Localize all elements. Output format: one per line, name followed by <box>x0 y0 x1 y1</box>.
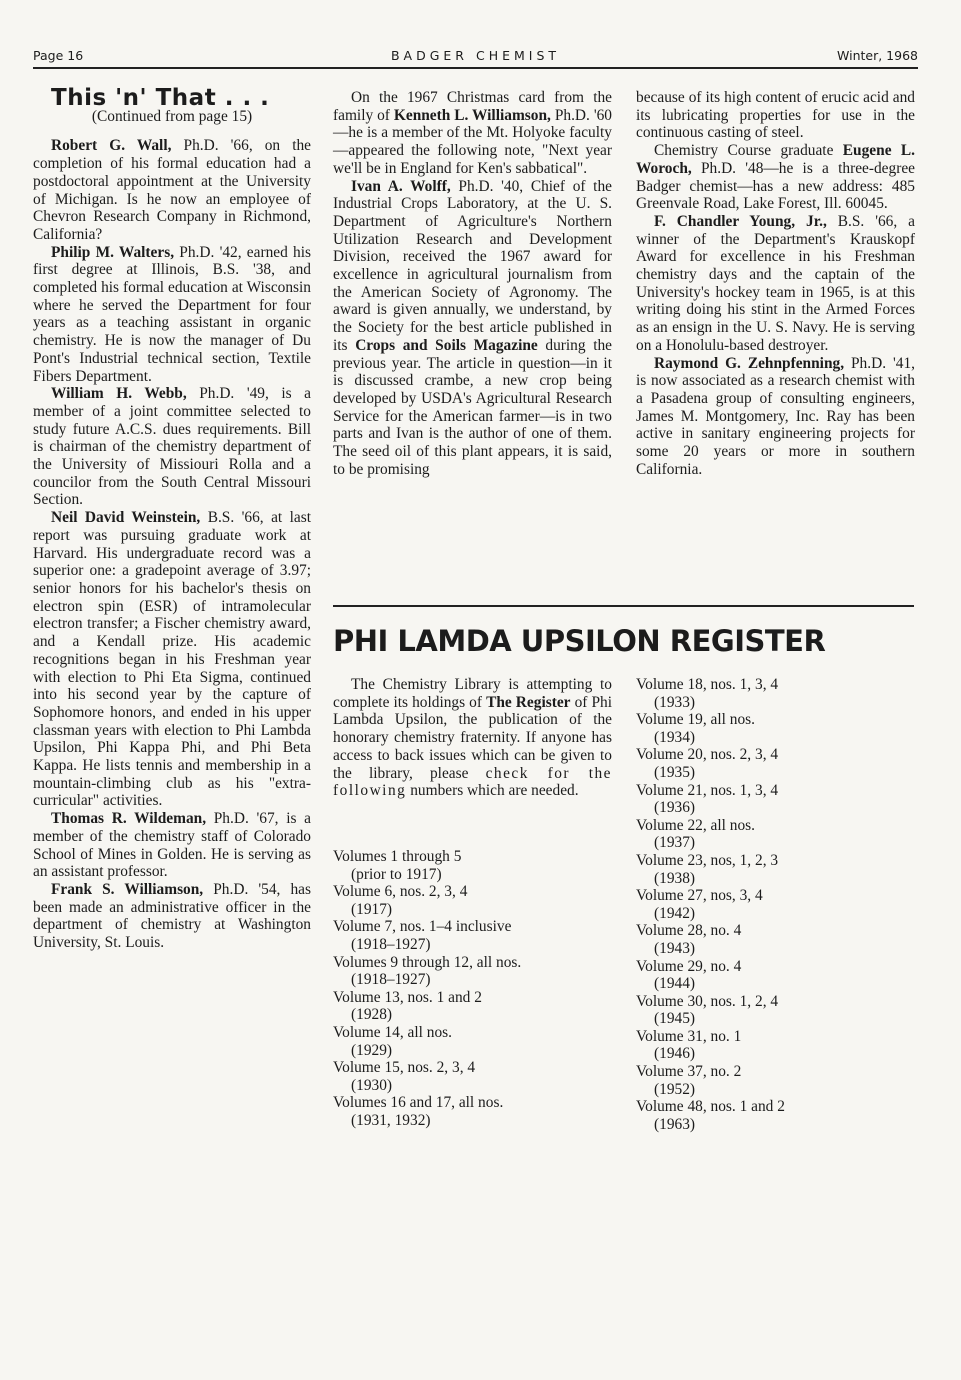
volume-entry <box>333 954 612 989</box>
continued-note: (Continued from page 15) <box>91 107 253 125</box>
volume-label: Volume 22, all nos. <box>636 816 755 834</box>
volume-entry <box>636 782 915 817</box>
volume-years: (1918–1927) <box>351 935 431 953</box>
volume-entry <box>636 676 915 711</box>
person-name: Ivan A. Wolff, <box>351 177 451 195</box>
volume-label: Volume 7, nos. 1–4 inclusive <box>333 918 512 936</box>
person-name: Kenneth L. Williamson, <box>393 106 551 124</box>
volume-label: Volume 14, all nos. <box>333 1023 452 1041</box>
volume-label: Volume 6, nos. 2, 3, 4 <box>333 883 468 901</box>
volume-label: Volume 13, nos. 1 and 2 <box>333 988 482 1006</box>
volume-entry <box>636 887 915 922</box>
person-name: William H. Webb, <box>51 385 187 403</box>
person-name: F. Chandler Young, Jr., <box>654 212 827 230</box>
volume-label: Volume 19, all nos. <box>636 711 755 729</box>
paragraph: Thomas R. Wildeman, Ph.D. '67, is a member of the chemistry staff of Colorado School of Mines in Golden. He is serving as an assistant professor. <box>33 810 311 881</box>
volume-label: Volume 18, nos. 1, 3, 4 <box>636 676 779 693</box>
volume-entry <box>636 958 915 993</box>
volume-entry <box>333 989 612 1024</box>
volume-list-left <box>333 848 612 1130</box>
paragraph: Neil David Weinstein, B.S. '66, at last report was pursuing graduate work at Harvard. His undergraduate record was a superior one: a gradepoint average of 3.97; senior honors for his bachelor's thesis on electron spin (ESR) of intramolecular electron transfer; a Fischer chemistry award, and a Kendall prize. His academic recognitions began in his Freshman year with election to Phi Eta Sigma, continued into his second year by the capture of Sophomore honors, and ended in his upper classman years with election to Phi Lambda Upsilon, Phi Kappa Phi, and Phi Beta Kappa. He lists tennis and membership in a mountain-climbing club as his "extra-curricular" activities. <box>33 509 312 810</box>
volume-entry <box>636 711 915 746</box>
paragraph: William H. Webb, Ph.D. '49, is a member of a joint committee selected to study future A.C.S. dues requirements. Bill is chairman of the chemistry department of the University of Missiouri Rolla and a councilor from the South Central Missouri Section. <box>33 385 311 509</box>
paragraph: because of its high content of erucic acid and its lubricating properties for use in the continuous casting of steel. <box>636 89 915 142</box>
article-column-3 <box>636 89 915 478</box>
paragraph: Chemistry Course graduate Eugene L. Woroch, Ph.D. '48—he is a three-degree Badger chemist—has a new address: 485 Greenvale Road, Lake Forest, Ill. 60045. <box>636 142 915 213</box>
volume-years: (1917) <box>351 900 393 918</box>
volume-label: Volume 28, no. 4 <box>636 922 742 940</box>
volume-label: Volume 30, nos. 1, 2, 4 <box>636 992 779 1010</box>
volume-years: (1934) <box>654 728 696 746</box>
magazine-name: Crops and Soils Magazine <box>355 336 538 354</box>
volume-label: Volume 23, nos, 1, 2, 3 <box>636 851 779 869</box>
person-name: Raymond G. Zehnpfenning, <box>654 354 845 372</box>
volume-label: Volumes 9 through 12, all nos. <box>333 953 522 971</box>
paragraph: Philip M. Walters, Ph.D. '42, earned his first degree at Illinois, B.S. '38, and completed his formal education at Wisconsin where he served the Department for four years as a teaching assistant in organic chemistry. He is now the manager of Du Pont's Industrial technical section, Textile Fibers Department. <box>33 243 312 385</box>
volume-entry <box>636 817 915 852</box>
volume-entry <box>333 848 612 883</box>
paragraph: Ivan A. Wolff, Ph.D. '40, Chief of the Industrial Crops Laboratory, at the U. S. Department of Agriculture's Northern Utilization Research and Development Division, received the 1967 award for excellence in agricultural journalism from the American Society of Agronomy. The award is given annually, we understand, by the Society for the best article published in its Crops and Soils Magazine during the previous year. The article in question—in it is discussed crambe, a new crop being developed by USDA's Agricultural Research Service for the American farmer—is in two parts and Ivan is the author of one of them. The seed oil of this plant appears, it is said, to be promising <box>333 177 612 478</box>
volume-label: Volumes 16 and 17, all nos. <box>333 1094 504 1112</box>
volume-years: (1937) <box>654 834 696 852</box>
paragraph: Raymond G. Zehnpfenning, Ph.D. '41, is now associated as a research chemist with a Pasadena group of consulting engineers, James M. Montgomery, Inc. Ray has been active in sanitary engineering projects for some 20 years or more in southern California. <box>636 354 915 478</box>
volume-label: Volume 15, nos. 2, 3, 4 <box>333 1059 476 1077</box>
page-header <box>33 46 918 66</box>
volume-years: (prior to 1917) <box>351 865 442 883</box>
person-name: Eugene L. Woroch, <box>636 142 915 177</box>
section-divider <box>333 605 914 607</box>
volume-entry <box>636 1028 915 1063</box>
volume-label: Volume 27, nos, 3, 4 <box>636 887 763 905</box>
person-name: Robert G. Wall, <box>51 137 172 155</box>
article-column-2 <box>333 89 612 478</box>
paragraph: On the 1967 Christmas card from the family of Kenneth L. Williamson, Ph.D. '60—he is a member of the Mt. Holyoke faculty—appeared the following note, "Next year we'll be in England for Ken's sabbatical". <box>333 89 612 177</box>
volume-years: (1946) <box>654 1045 696 1063</box>
volume-years: (1943) <box>654 939 696 957</box>
person-name: Frank S. Williamson, <box>51 880 204 898</box>
register-title: PHI LAMDA UPSILON REGISTER <box>333 624 826 658</box>
volume-entry <box>333 918 612 953</box>
volume-years: (1952) <box>654 1080 696 1098</box>
volume-years: (1928) <box>351 1006 393 1024</box>
person-name: Thomas R. Wildeman, <box>51 810 207 828</box>
volume-entry <box>333 1024 612 1059</box>
paragraph: F. Chandler Young, Jr., B.S. '66, a winner of the Department's Krauskopf Award for excellence in his Freshman chemistry days and the captain of the University's hockey team in 1965, is at this writing doing his stint in the Armed Forces as an ensign in the U. S. Navy. He is serving on a Honolulu-based destroyer. <box>636 212 915 354</box>
article-column-1 <box>33 85 312 952</box>
volume-label: Volumes 1 through 5 <box>333 848 462 865</box>
volume-years: (1963) <box>654 1115 696 1133</box>
article-title: This 'n' That . . . <box>51 85 270 111</box>
volume-years: (1929) <box>351 1041 393 1059</box>
person-name: Neil David Weinstein, <box>51 509 201 527</box>
volume-label: Volume 48, nos. 1 and 2 <box>636 1098 785 1116</box>
volume-years: (1931, 1932) <box>351 1111 431 1129</box>
volume-label: Volume 21, nos. 1, 3, 4 <box>636 781 779 799</box>
volume-years: (1935) <box>654 763 696 781</box>
volume-years: (1930) <box>351 1076 393 1094</box>
volume-entry <box>636 1098 915 1133</box>
volume-entry <box>636 922 915 957</box>
volume-years: (1944) <box>654 975 696 993</box>
person-name: Philip M. Walters, <box>51 243 175 261</box>
volume-entry <box>333 1059 612 1094</box>
paragraph: Robert G. Wall, Ph.D. '66, on the completion of his formal education had a postdoctoral appointment at the University of Michigan. Is he now an employee of Chevron Research Company in Richmond, California? <box>33 137 311 243</box>
page-number: Page 16 <box>33 48 84 63</box>
volume-years: (1933) <box>654 693 696 711</box>
volume-years: (1936) <box>654 799 696 817</box>
volume-entry <box>636 1063 915 1098</box>
volume-label: Volume 20, nos. 2, 3, 4 <box>636 746 779 764</box>
volume-entry <box>636 746 915 781</box>
column-1-paragraphs <box>33 137 311 951</box>
register-column-1 <box>333 676 612 800</box>
volume-entry <box>333 1094 612 1129</box>
volume-label: Volume 31, no. 1 <box>636 1027 742 1045</box>
header-rule <box>33 67 918 69</box>
volume-label: Volume 29, no. 4 <box>636 957 742 975</box>
issue-date: Winter, 1968 <box>837 48 918 63</box>
paragraph: Frank S. Williamson, Ph.D. '54, has been made an administrative officer in the department of chemistry at Washington University, St. Louis. <box>33 880 312 952</box>
publication-name: BADGER CHEMIST <box>390 48 561 63</box>
volume-years: (1918–1927) <box>351 971 431 989</box>
volume-list-right <box>636 676 915 1133</box>
volume-years: (1945) <box>654 1010 696 1028</box>
volume-entry <box>636 993 915 1028</box>
volume-years: (1938) <box>654 869 696 887</box>
publication-title: The Register <box>486 693 571 711</box>
volume-label: Volume 37, no. 2 <box>636 1063 742 1081</box>
volume-entry <box>636 852 915 887</box>
volume-years: (1942) <box>654 904 696 922</box>
volume-entry <box>333 883 612 918</box>
register-intro: The Chemistry Library is attempting to complete its holdings of The Register of Phi Lambda Upsilon, the publication of the honorary chemistry fraternity. If anyone has access to back issues which can be given to the library, please check for the following numbers which are needed. <box>333 676 613 800</box>
